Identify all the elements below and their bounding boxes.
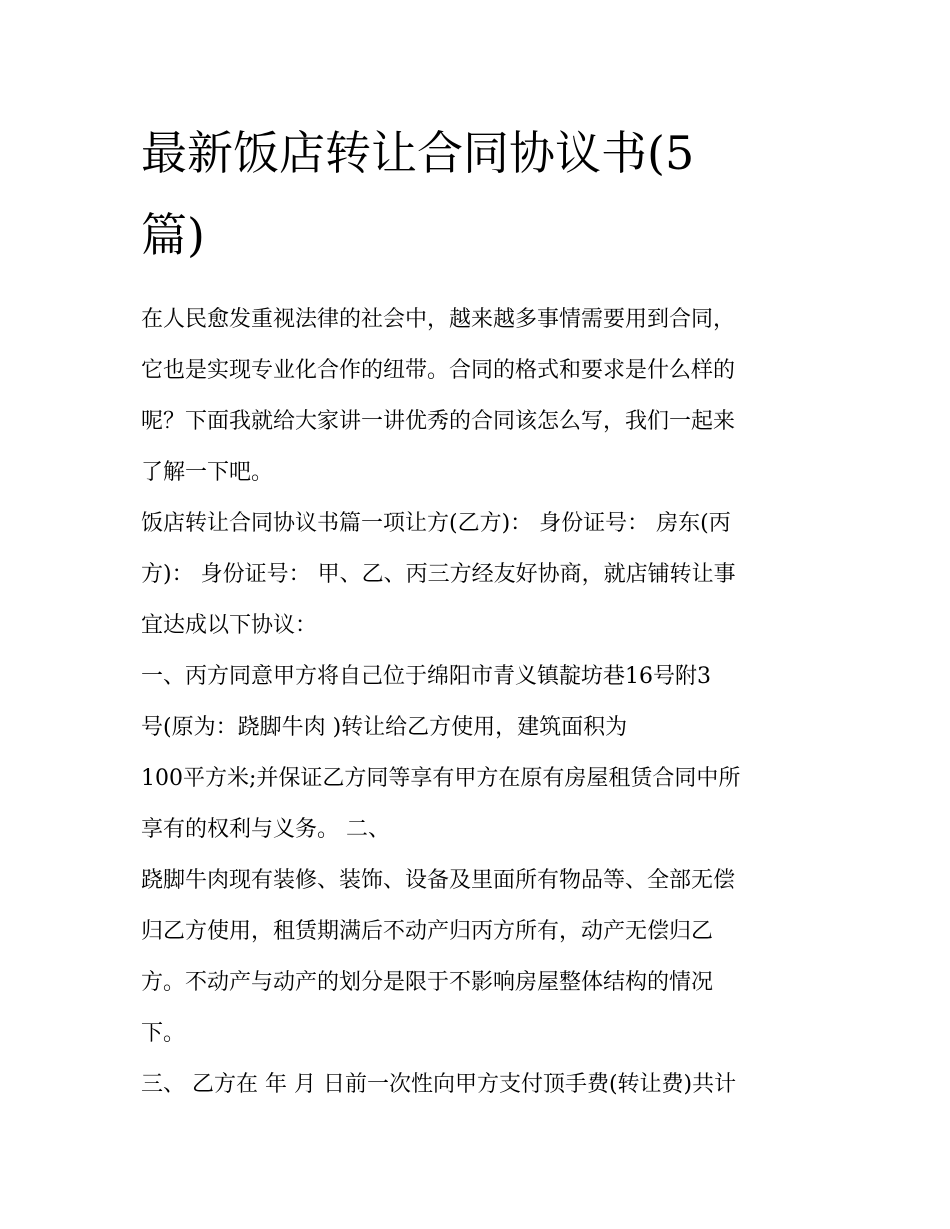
text-line: 一、丙方同意甲方将自己位于绵阳市青义镇靛坊巷16号附3: [141, 664, 711, 689]
text-line: 饭店转让合同协议书篇一项让方(乙方)： 身份证号： 房东(丙: [141, 511, 731, 536]
text-line: 呢？下面我就给大家讲一讲优秀的合同该怎么写，我们一起来: [141, 409, 736, 434]
clause-two-paragraph: [141, 855, 821, 1059]
text-line: 宜达成以下协议：: [141, 613, 318, 638]
clause-three-paragraph: [141, 1059, 821, 1110]
text-line: 它也是实现专业化合作的纽带。合同的格式和要求是什么样的: [141, 358, 736, 383]
text-line: 方)： 身份证号： 甲、乙、丙三方经友好协商，就店铺转让事: [141, 562, 736, 587]
text-line: 跷脚牛肉现有装修、装饰、设备及里面所有物品等、全部无偿: [141, 868, 736, 893]
intro-paragraph: [141, 294, 821, 498]
clause-one-paragraph: [141, 651, 821, 855]
text-line: 号(原为：跷脚牛肉 )转让给乙方使用，建筑面积为: [141, 715, 628, 740]
text-line: 了解一下吧。: [141, 460, 274, 485]
title-line: 最新饭店转让合同协议书(5: [141, 126, 695, 180]
text-line: 在人民愈发重视法律的社会中，越来越多事情需要用到合同，: [141, 307, 736, 332]
text-line: 100平方米;并保证乙方同等享有甲方在原有房屋租赁合同中所: [141, 766, 741, 791]
text-line: 归乙方使用，租赁期满后不动产归丙方所有，动产无偿归乙: [141, 919, 714, 944]
text-line: 享有的权利与义务。 二、: [141, 817, 390, 842]
text-line: 三、 乙方在 年 月 日前一次性向甲方支付顶手费(转让费)共计: [141, 1072, 737, 1097]
document-body: [141, 112, 821, 1110]
title-line: 篇): [141, 208, 205, 262]
parties-paragraph: [141, 498, 821, 651]
text-line: 方。不动产与动产的划分是限于不影响房屋整体结构的情况: [141, 970, 714, 995]
document-title: [141, 112, 761, 276]
text-line: 下。: [141, 1021, 186, 1046]
